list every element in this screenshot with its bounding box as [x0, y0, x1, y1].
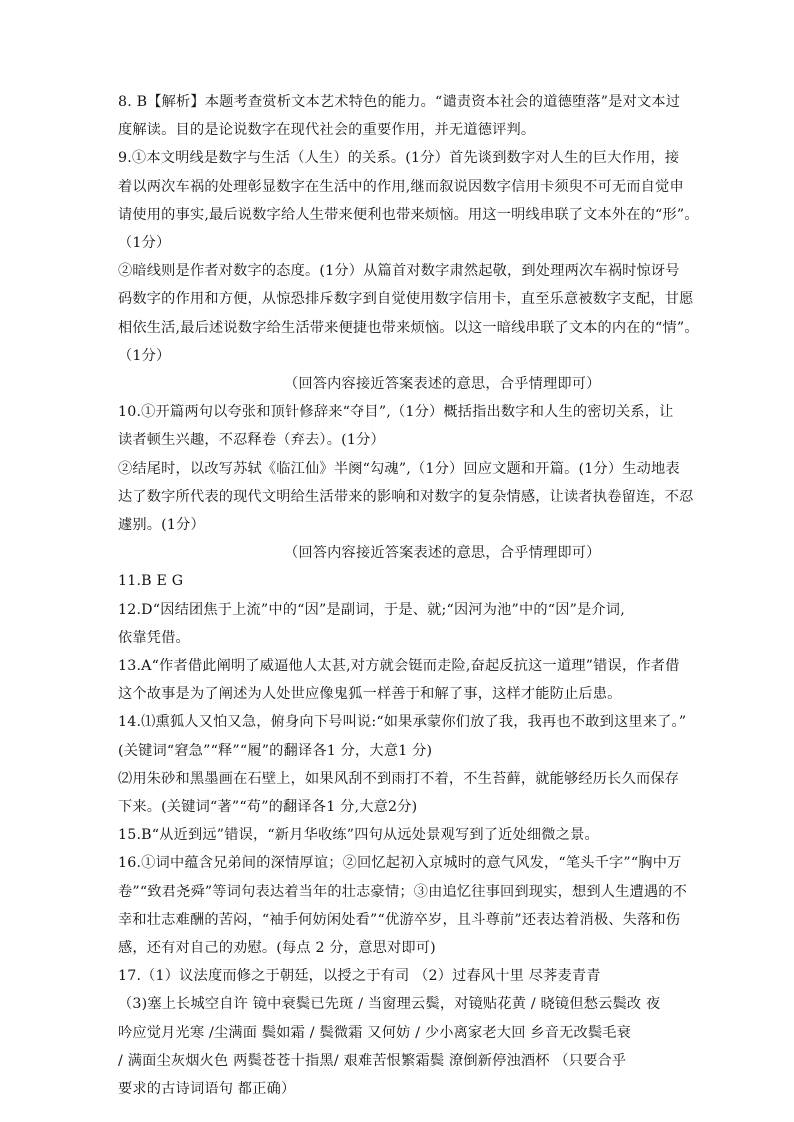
text-line: 12.D“因结团焦于上流”中的“因”是副词，于是、就;“因河为池”中的“因”是介词,: [118, 601, 625, 618]
text-line: 相依生活,最后述说数字给生活带来便捷也带来烦恼。以这一暗线串联了文本的内在的“情”。: [118, 319, 699, 336]
text-line: 幸和壮志难酬的苦闷，“袖手何妨闲处看”“优游卒岁，且斗尊前”还表达着消极、失落和伤: [118, 911, 681, 928]
text-line: 感，还有对自己的劝慰。(每点 2 分，意思对即可): [118, 940, 436, 956]
text-line: 要求的古诗词语句 都正确）: [118, 1081, 296, 1097]
text-line: ②结尾时，以改写苏轼《临江仙》半阕“勾魂”,（1分）回应文题和开篇。(1分）生动地表: [118, 460, 680, 477]
text-line: 码数字的作用和方便，从惊恐排斥数字到自觉使用数字信用卡，直至乐意被数字支配，甘愿: [118, 291, 694, 308]
text-line: ⑵用朱砂和黑墨画在石壁上，如果风刮不到雨打不着，不生苔藓，就能够经历长久而保存: [118, 770, 680, 787]
grading-note: （回答内容接近答案表述的意思，合乎情理即可）: [284, 545, 601, 562]
text-line: 这个故事是为了阐述为人处世应像鬼狐一样善于和解了事，这样才能防止后患。: [118, 686, 622, 703]
text-line: 卷”“致君尧舜”等词句表达着当年的壮志豪情；③由追忆往事回到现实，想到人生遭遇的不: [118, 883, 688, 900]
text-line: 度解读。目的是论说数字在现代社会的重要作用，并无道德评判。: [118, 122, 536, 139]
text-line: 下来。(关键词“著”“苟”的翻译各1 分,大意2分): [118, 799, 418, 815]
text-line: (关键词“窘急”“释”“履”的翻译各1 分，大意1 分): [118, 742, 433, 759]
text-line: 17.（1）议法度而修之于朝廷，以授之于有司 （2）过春风十里 尽荠麦青青: [118, 968, 601, 985]
text-line: 吟应觉月光寒 /尘满面 鬓如霜 / 鬓微霜 又何妨 / 少小离家老大回 乡音无改鬓毛衰: [118, 1024, 632, 1041]
text-line: / 满面尘灰烟火色 两鬓苍苍十指黑/ 艰难苦恨繁霜鬓 潦倒新停浊酒杯 （只要合乎: [118, 1052, 627, 1069]
text-line: 15.B“从近到远”错误，“新月华收练”四句从远处景观写到了近处细微之景。: [118, 827, 599, 844]
text-line: 遽别。(1分）: [118, 517, 205, 533]
text-line: ②暗线则是作者对数字的态度。(1分）从篇首对数字肃然起敬，到处理两次车祸时惊讶号: [118, 263, 680, 280]
text-line: （1分）: [118, 235, 171, 251]
text-line: 13.A“作者借此阐明了威逼他人太甚,对方就会铤而走险,奋起反抗这一道理”错误，作者借: [118, 658, 680, 674]
grading-note: （回答内容接近答案表述的意思，合乎情理即可）: [284, 376, 601, 392]
text-line: （1分）: [118, 347, 171, 364]
text-line: 着以两次车祸的处理彰显数字在生活中的作用,继而叙说因数字信用卡须臾不可无而自觉申: [118, 178, 684, 195]
text-line: 读者顿生兴趣，不忍释卷（弃去）。(1分）: [118, 432, 385, 449]
text-line: 8. B【解析】本题考查赏析文本艺术特色的能力。“谴责资本社会的道德堕落”是对文本过: [118, 94, 681, 110]
text-line: 16.①词中蕴含兄弟间的深情厚谊；②回忆起初入京城时的意气风发，“笔头千字”“胸中万: [118, 855, 682, 872]
text-line: （3)塞上长城空自许 镜中衰鬓已先斑 / 当窗理云鬓，对镜贴花黄 / 晓镜但愁云鬓改 夜: [118, 996, 661, 1013]
text-line: 11.B E G: [118, 573, 184, 590]
text-line: 依靠凭借。: [118, 629, 190, 646]
text-line: 请使用的事实,最后说数字给人生带来便利也带来烦恼。用这一明线串联了文本外在的“形”。: [118, 206, 699, 223]
text-line: 9.①本文明线是数字与生活（人生）的关系。(1分）首先谈到数字对人生的巨大作用，接: [118, 150, 680, 167]
text-line: 14.⑴熏狐人又怕又急，俯身向下号叫说:“如果承蒙你们放了我，我再也不敢到这里来了。”: [118, 714, 687, 731]
text-line: 达了数字所代表的现代文明给生活带来的影响和对数字的复杂情感，让读者执卷留连，不忍: [118, 488, 694, 505]
text-line: 10.①开篇两句以夸张和顶针修辞来“夺目”,（1分）概括指出数字和人生的密切关系，让: [118, 404, 674, 421]
